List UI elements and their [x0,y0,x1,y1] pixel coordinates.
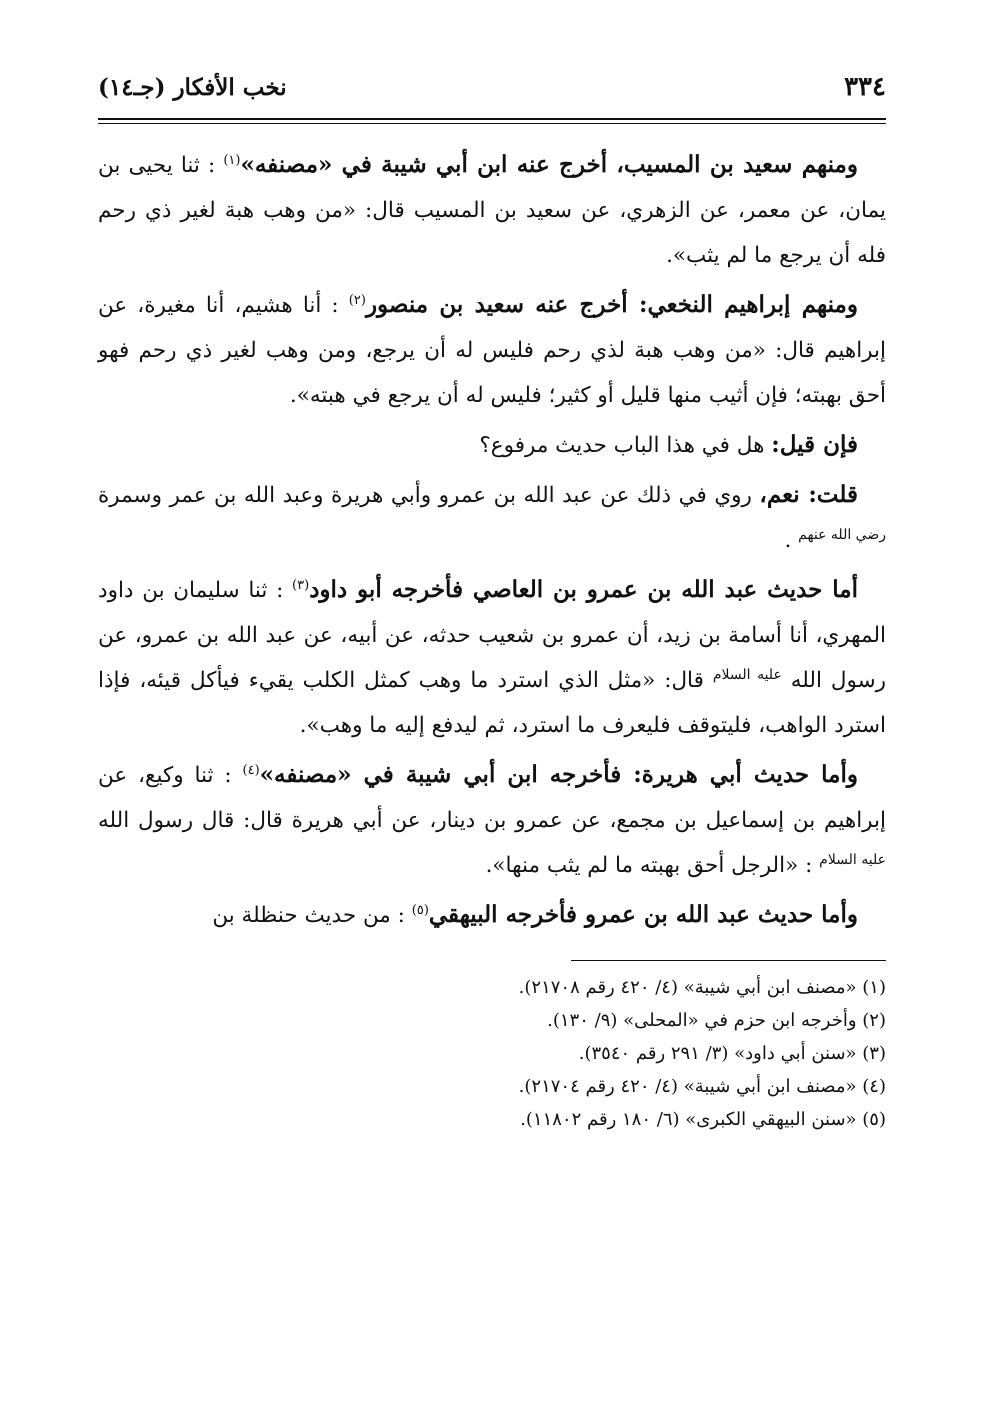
paragraph-text: : ثنا يحيى بن يمان، عن معمر، عن الزهري، عن سعيد بن المسيب قال: «من وهب هبة لغير ذي رحم فله أن يرجع ما لم يثب». [98,153,886,268]
footnote-ref: (٤) [242,762,260,778]
paragraph-lead: فإن قيل: [771,431,858,458]
main-text [98,142,886,938]
paragraph-tail: : «الرجل أحق بهبته ما لم يثب منها». [485,853,820,878]
paragraph-4 [98,472,886,563]
footnote-4: (٤) «مصنف ابن أبي شيبة» (٤/ ٤٢٠ رقم ٢١٧٠٤). [518,1076,886,1097]
paragraph-lead: ومنهم إبراهيم النخعي: أخرج عنه سعيد بن منصور [365,291,858,318]
paragraph-text: : ثنا وكيع، عن إبراهيم بن إسماعيل بن مجمع، عن عمرو بن دينار، عن أبي هريرة قال: قال رسول الله [98,763,886,833]
page-number: ٣٣٤ [844,72,886,102]
paragraph-tail: قال: «مثل الذي استرد ما وهب كمثل الكلب يقيء فيأكل قيئه، فإذا استرد الواهب، فليتوقف فليعرف ما استرد، ثم ليدفع إليه ما وهب». [98,668,886,738]
paragraph-3 [98,422,886,468]
paragraph-7 [98,892,886,938]
paragraph-lead: قلت: نعم، [759,481,858,508]
paragraph-tail: . [784,528,799,553]
paragraph-text: : أنا هشيم، أنا مغيرة، عن إبراهيم قال: «من وهب هبة لذي رحم فليس له أن يرجع، ومن وهب لغير ذي رحم فهو أحق بهبته؛ فإن أثيب منها قليل أو كثير؛ فليس له أن يرجع في هبته». [98,293,886,408]
footnote-ref: (١) [223,152,241,168]
footnote-3: (٣) «سنن أبي داود» (٣/ ٢٩١ رقم ٣٥٤٠). [578,1043,886,1064]
footnote-ref: (٢) [348,292,366,308]
paragraph-lead: وأما حديث عبد الله بن عمرو فأخرجه البيهقي [428,901,858,928]
paragraph-6 [98,752,886,888]
honorific-mark: عليه السلام [819,851,886,868]
footnotes [98,971,886,1136]
honorific-mark: رضي الله عنهم [798,526,886,543]
paragraph-5 [98,567,886,748]
paragraph-text: : من حديث حنظلة بن [212,903,412,928]
paragraph-text: روي في ذلك عن عبد الله بن عمرو وأبي هريرة وعبد الله بن عمر وسمرة [98,483,760,508]
paragraph-1 [98,142,886,278]
paragraph-lead: أما حديث عبد الله بن عمرو بن العاصي فأخرجه أبو داود [309,576,858,603]
paragraph-text: : ثنا سليمان بن داود المهري، أنا أسامة بن زيد، أن عمرو بن شعيب حدثه، عن أبيه، عن عبد الله بن عمرو، عن رسول الله [98,578,886,693]
footnote-5: (٥) «سنن البيهقي الكبرى» (٦/ ١٨٠ رقم ١١٨٠٢). [520,1109,886,1130]
footnote-ref: (٣) [292,577,310,593]
paragraph-lead: ومنهم سعيد بن المسيب، أخرج عنه ابن أبي شيبة في «مصنفه» [240,151,858,178]
footnote-2: (٢) وأخرجه ابن حزم في «المحلى» (٩/ ١٣٠). [547,1010,886,1031]
header-divider [98,118,886,124]
paragraph-text: هل في هذا الباب حديث مرفوع؟ [479,433,772,458]
footnote-ref: (٥) [411,902,429,918]
page-header [98,72,886,112]
footnote-1: (١) «مصنف ابن أبي شيبة» (٤/ ٤٢٠ رقم ٢١٧٠٨). [518,977,886,998]
paragraph-2 [98,282,886,418]
footnote-divider [571,960,886,961]
running-title: نخب الأفكار (جـ١٤) [98,74,287,101]
paragraph-lead: وأما حديث أبي هريرة: فأخرجه ابن أبي شيبة في «مصنفه» [259,761,858,788]
book-page [98,72,886,1373]
honorific-mark: عليه السلام [712,666,782,683]
